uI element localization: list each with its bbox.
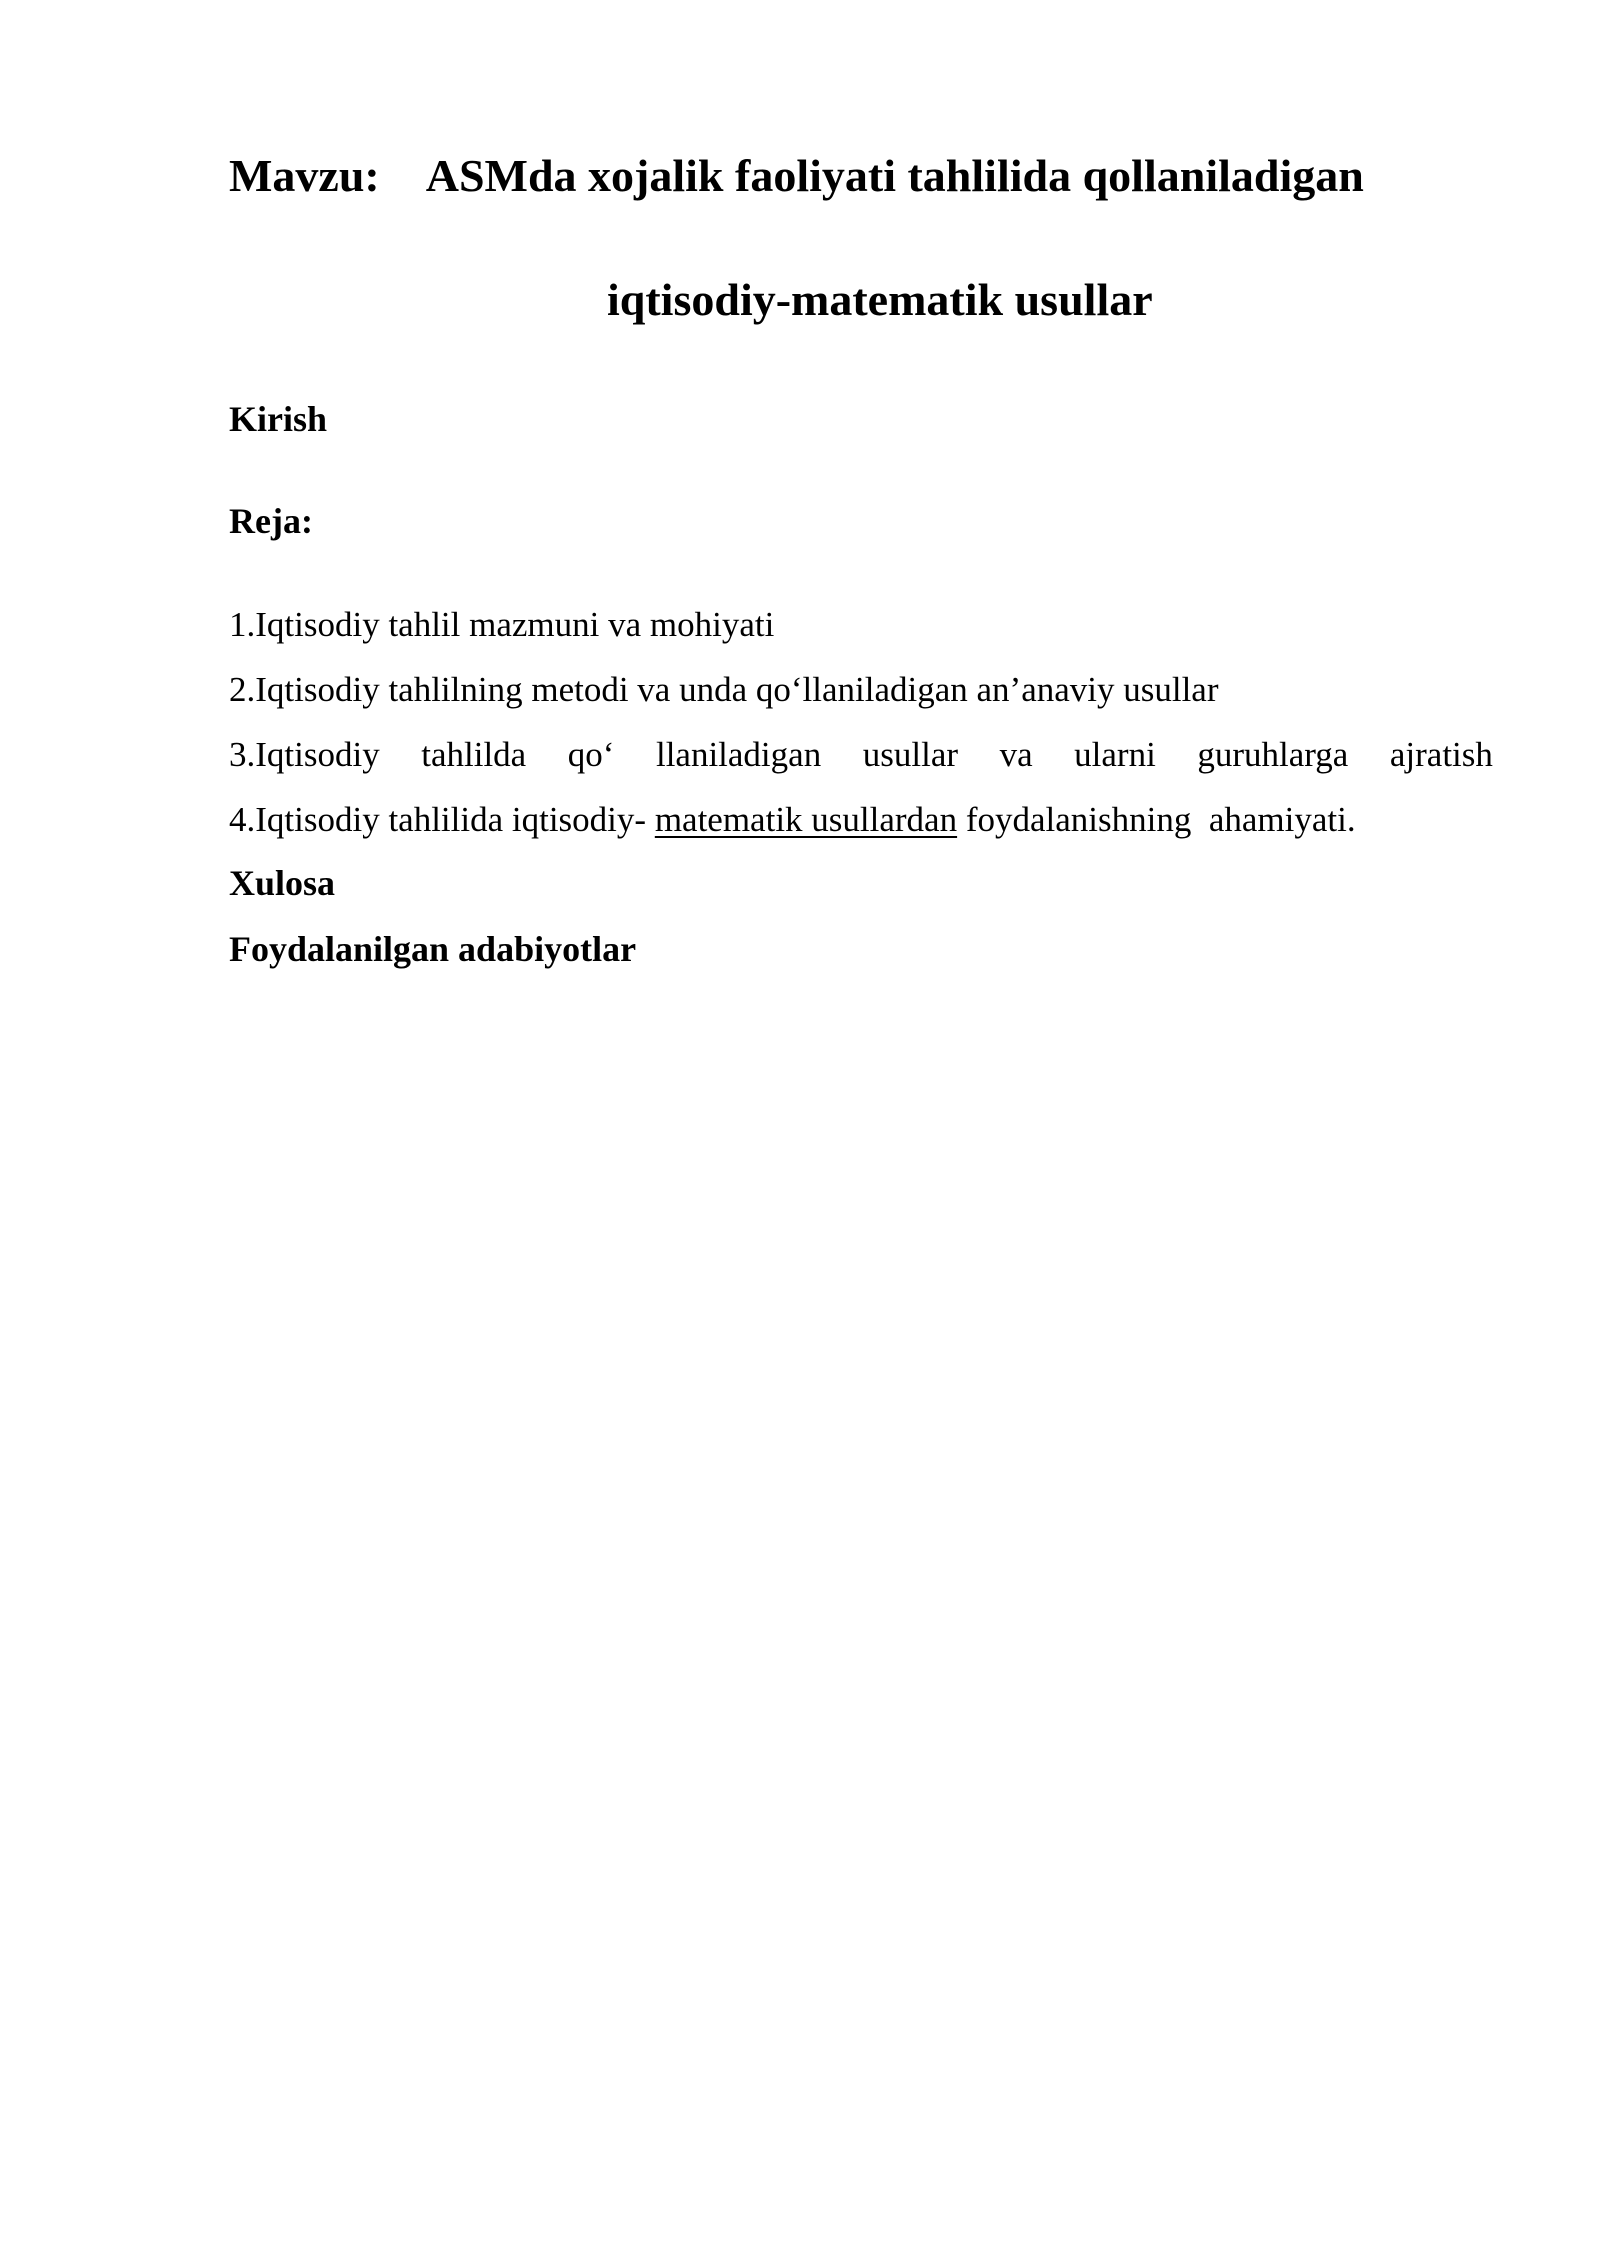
plan-item-3-word: usullar <box>862 735 959 774</box>
plan-item-3-word: qo‘ <box>567 735 615 774</box>
title-line-2: iqtisodiy-matematik usullar <box>607 274 1153 325</box>
plan-item-3-word: ajratish <box>1389 735 1493 774</box>
plan-item-3-word: llaniladigan <box>655 735 822 774</box>
plan-item-2: 2.Iqtisodiy tahlilning metodi va unda qo‘llaniladigan an’anaviy usullar <box>229 670 1219 709</box>
section-references: Foydalanilgan adabiyotlar <box>229 929 637 969</box>
topic-label: Mavzu: <box>229 150 380 201</box>
section-plan: Reja: <box>229 501 313 541</box>
underlined-phrase: matematik usullardan <box>654 800 958 839</box>
plan-item-4-prefix: 4.Iqtisodiy tahlilida iqtisodiy- <box>229 800 655 839</box>
section-intro: Kirish <box>229 399 328 439</box>
plan-item-3-word: va <box>999 735 1033 774</box>
plan-item-1: 1.Iqtisodiy tahlil mazmuni va mohiyati <box>229 605 775 644</box>
section-conclusion: Xulosa <box>229 863 336 903</box>
plan-item-3-word: tahlilda <box>421 735 527 774</box>
title-line-1 <box>229 148 1364 204</box>
plan-item-3-word: guruhlarga <box>1197 735 1349 774</box>
plan-item-3-word: ularni <box>1074 735 1156 774</box>
plan-item-3-word: 3.Iqtisodiy <box>229 735 380 774</box>
plan-item-3 <box>229 733 1493 777</box>
plan-item-4-suffix: foydalanishning ahamiyati. <box>957 800 1356 839</box>
plan-item-4 <box>229 798 1356 842</box>
title-text-1: ASMda xojalik faoliyati tahlilida qollaniladigan <box>425 150 1364 201</box>
